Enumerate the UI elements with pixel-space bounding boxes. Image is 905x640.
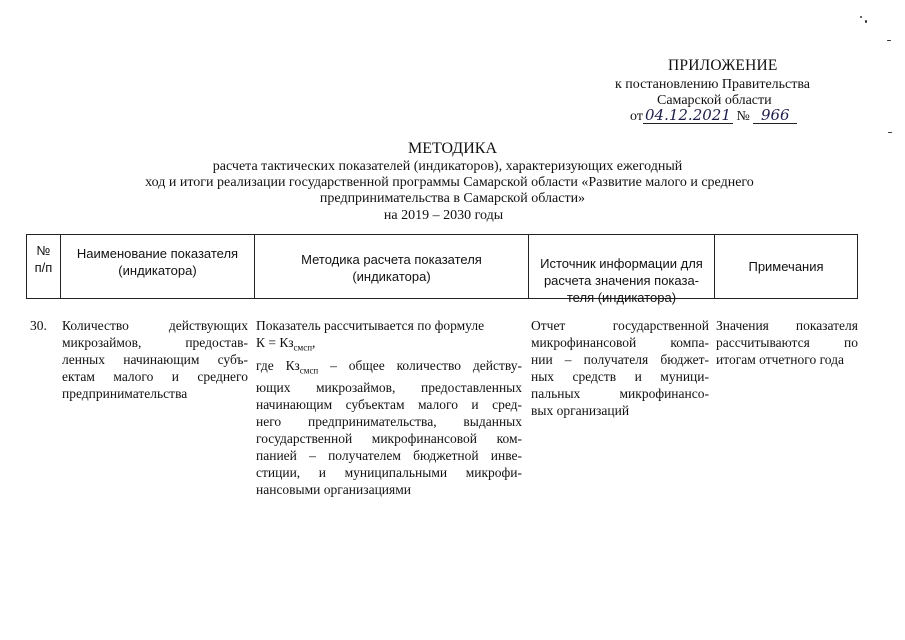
cell-line: Показатель рассчитывается по формуле <box>256 318 485 333</box>
formula-text: , <box>312 335 316 350</box>
column-header-number <box>27 234 60 306</box>
column-header-method <box>255 234 528 315</box>
cell-line: ленных начинающим субъ- <box>62 352 248 367</box>
header-line: п/п <box>34 260 53 275</box>
formula-line <box>256 334 522 357</box>
table-border-right <box>857 234 858 298</box>
cell-line: ных средств и муници- <box>531 369 709 384</box>
scan-speck <box>888 132 892 133</box>
appendix-title: ПРИЛОЖЕНИЕ <box>668 57 778 74</box>
header-line: расчета значения показа- <box>543 273 700 288</box>
row-method <box>256 317 522 498</box>
document-subtitle-line: предпринимательства в Самарской области» <box>319 191 586 206</box>
row-number: 30. <box>30 318 47 333</box>
cell-line: пальных микрофинансо- <box>531 386 709 401</box>
cell-line: Отчет государственной <box>531 318 709 333</box>
scan-speck <box>865 20 867 23</box>
cell-line: микрозаймов, предостав- <box>62 335 248 350</box>
appendix-line-2: Самарской области <box>657 93 772 108</box>
document-title: МЕТОДИКА <box>407 140 497 157</box>
cell-line: начинающим субъектам малого и сред- <box>256 397 522 413</box>
row-indicator-name <box>62 317 248 402</box>
handwritten-date: 04.12.2021 <box>643 108 733 124</box>
formula-text: К = Кз <box>256 335 294 350</box>
document-subtitle-line: ход и итоги реализации государственной программы Самарской области «Развитие малого и среднего <box>145 175 754 190</box>
formula-text: где Кз <box>256 357 300 373</box>
cell-line: панией – получателем бюджетной инве- <box>256 448 522 464</box>
cell-line: ектам малого и среднего <box>62 369 248 384</box>
appendix-line-1: к постановлению Правительства <box>615 77 811 92</box>
header-line: Наименование показателя <box>76 246 239 261</box>
appendix-date-line <box>630 108 797 125</box>
formula-text: – общее количество действу- <box>318 357 522 373</box>
date-prefix: от <box>630 109 643 124</box>
handwritten-number: 966 <box>753 108 797 124</box>
formula-subscript: смсп <box>293 342 313 353</box>
header-line: (индикатора) <box>352 269 431 284</box>
header-line: теля (индикатора) <box>566 290 677 305</box>
cell-line: рассчитываются по <box>716 335 858 350</box>
cell-line: государственной микрофинансовой ком- <box>256 431 522 447</box>
document-period: на 2019 – 2030 годы <box>383 208 504 223</box>
header-line: № <box>36 243 51 258</box>
column-header-source <box>529 234 714 319</box>
cell-line: него предпринимательства, выданных <box>256 414 522 430</box>
formula-definition-line <box>256 357 522 380</box>
header-line: Источник информации для <box>540 256 703 271</box>
cell-line: стиции, и муниципальными микрофи- <box>256 465 522 481</box>
cell-line: ющих микрозаймов, предоставленных <box>256 380 522 396</box>
cell-line: вых организаций <box>531 403 630 418</box>
cell-line: микрофинансовой компа- <box>531 335 709 350</box>
column-header-name <box>61 234 254 309</box>
cell-line: Количество действующих <box>62 318 248 333</box>
row-source <box>531 317 709 419</box>
number-sign: № <box>736 109 750 124</box>
column-header-notes <box>715 234 857 322</box>
cell-line: нии – получателя бюджет- <box>531 352 709 367</box>
row-notes <box>716 317 858 368</box>
header-line: (индикатора) <box>118 263 197 278</box>
document-subtitle-line: расчета тактических показателей (индикаторов), характеризующих ежегодный <box>212 159 683 174</box>
cell-line: предпринимательства <box>62 386 188 401</box>
cell-line: Значения показателя <box>716 318 858 333</box>
formula-subscript: смсп <box>299 365 319 376</box>
header-line: Методика расчета показателя <box>301 252 482 267</box>
scan-speck <box>860 16 862 18</box>
cell-line: итогам отчетного года <box>716 352 845 367</box>
header-line: Примечания <box>748 259 824 274</box>
scan-speck <box>887 40 891 41</box>
cell-line: нансовыми организациями <box>256 482 411 498</box>
